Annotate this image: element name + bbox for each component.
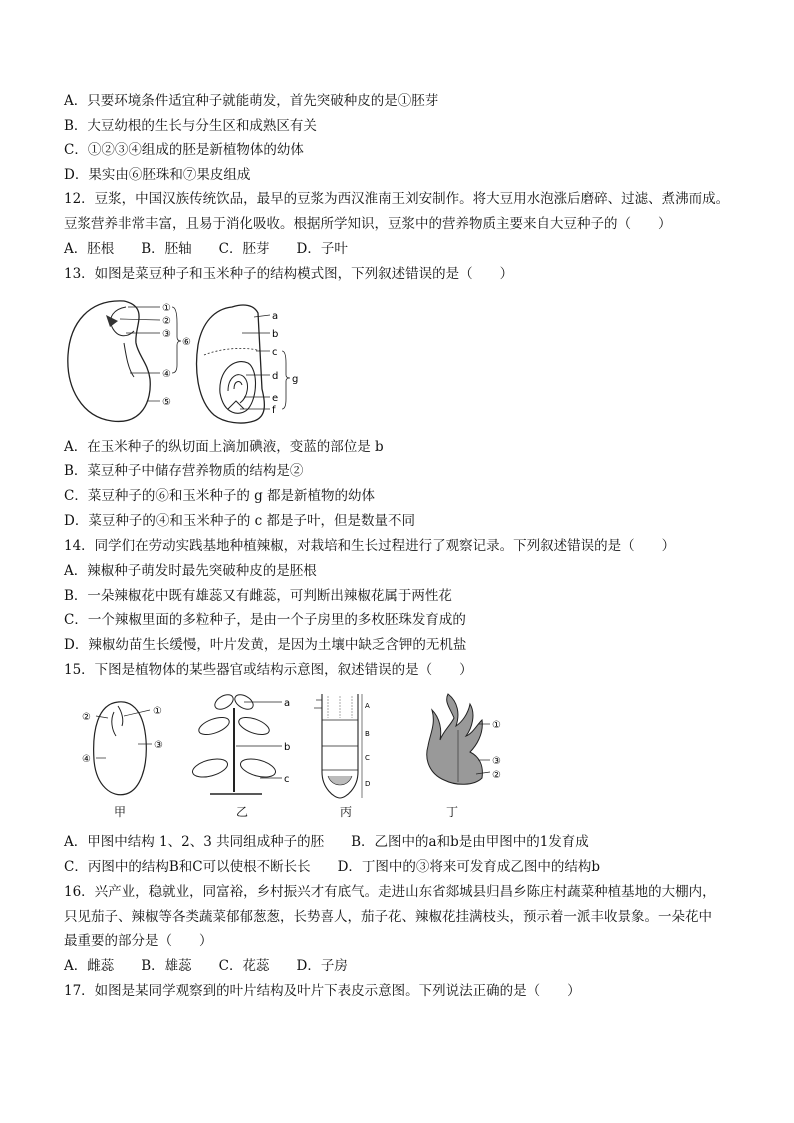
q11-option-c: C．①②③④组成的胚是新植物体的幼体 — [64, 142, 304, 158]
q14-option-b: B．一朵辣椒花中既有雄蕊又有雌蕊，可判断出辣椒花属于两性花 — [64, 588, 452, 604]
q15-options-cd: C．丙图中的结构B和C可以使根不断长长 D．丁图中的③将来可发育成乙图中的结构b — [64, 859, 601, 875]
corn-label-g: g — [292, 374, 299, 385]
q11-option-a: A．只要环境条件适宜种子就能萌发，首先突破种皮的是①胚芽 — [64, 93, 439, 109]
caption-jia: 甲 — [114, 805, 127, 819]
fig-ding-structure — [427, 694, 501, 784]
ding-label-3: ③ — [492, 756, 501, 767]
q14-option-a: A．辣椒种子萌发时最先突破种皮的是胚根 — [64, 563, 317, 579]
q13-option-c: C．菜豆种子的⑥和玉米种子的 g 都是新植物的幼体 — [64, 488, 376, 504]
yi-label-c: c — [284, 774, 290, 785]
q12-options: A．胚根 B．胚轴 C．胚芽 D．子叶 — [64, 241, 348, 257]
caption-ding: 丁 — [446, 805, 459, 819]
q11-option-d: D．果实由⑥胚珠和⑦果皮组成 — [64, 167, 251, 183]
q13-option-d: D．菜豆种子的④和玉米种子的 c 都是子叶，但是数量不同 — [64, 513, 415, 529]
bean-seed-diagram — [68, 301, 191, 422]
corn-label-a: a — [272, 311, 279, 322]
bean-label-5: ⑤ — [162, 397, 171, 408]
fig-jia-seed — [82, 702, 163, 795]
bing-label-b: B — [365, 730, 370, 738]
bean-label-2: ② — [162, 316, 171, 327]
q13-seed-figure — [64, 293, 314, 425]
q16-options: A．雌蕊 B．雄蕊 C．花蕊 D．子房 — [64, 958, 348, 974]
corn-label-b: b — [272, 329, 279, 340]
q14-option-d: D．辣椒幼苗生长缓慢，叶片发黄，是因为土壤中缺乏含钾的无机盐 — [64, 637, 467, 653]
ding-label-2: ② — [492, 770, 501, 781]
fig-bing-root-tip — [314, 694, 370, 798]
q15-stem: 15．下图是植物体的某些器官或结构示意图，叙述错误的是（ ） — [64, 662, 473, 678]
q12-stem-line2: 豆浆营养非常丰富，且易于消化吸收。根据所学知识，豆浆中的营养物质主要来自大豆种子的（ ） — [64, 216, 672, 232]
bing-label-a: A — [365, 702, 370, 710]
yi-label-b: b — [284, 742, 291, 753]
bean-label-6: ⑥ — [182, 337, 191, 348]
bing-label-d: D — [365, 780, 371, 788]
q13-option-b: B．菜豆种子中储存营养物质的结构是② — [64, 463, 304, 479]
bean-label-3: ③ — [162, 329, 171, 340]
q17-stem: 17．如图是某同学观察到的叶片结构及叶片下表皮示意图。下列说法正确的是（ ） — [64, 983, 581, 999]
caption-yi: 乙 — [236, 805, 249, 819]
q16-stem-line1: 16．兴产业，稳就业，同富裕，乡村振兴才有底气。走进山东省郯城县归昌乡陈庄村蔬菜种植基地的大棚内， — [64, 884, 716, 900]
q16-stem-line2: 只见茄子、辣椒等各类蔬菜郁郁葱葱，长势喜人，茄子花、辣椒花挂满枝头，预示着一派丰收景象。一朵花中 — [64, 909, 712, 925]
q12-stem-line1: 12．豆浆，中国汉族传统饮品，最早的豆浆为西汉淮南王刘安制作。将大豆用水泡涨后磨碎、过滤、煮沸而成。 — [64, 191, 730, 207]
q13-option-a: A．在玉米种子的纵切面上滴加碘液，变蓝的部位是 b — [64, 439, 384, 455]
fig-yi-seedling — [191, 692, 291, 794]
ding-label-1: ① — [492, 720, 501, 731]
bing-label-c: C — [365, 754, 370, 762]
corn-label-e: e — [272, 393, 279, 404]
jia-label-1: ① — [153, 706, 162, 717]
bean-label-1: ① — [162, 303, 171, 314]
q15-figures — [78, 690, 518, 802]
corn-label-c: c — [272, 347, 278, 358]
jia-label-4: ④ — [82, 754, 91, 765]
q15-options-ab: A．甲图中结构 1、2、3 共同组成种子的胚 B．乙图中的a和b是由甲图中的1发育成 — [64, 834, 589, 850]
q16-stem-line3: 最重要的部分是（ ） — [64, 933, 213, 949]
yi-label-a: a — [284, 698, 291, 709]
corn-label-f: f — [272, 405, 276, 416]
q14-stem: 14．同学们在劳动实践基地种植辣椒，对栽培和生长过程进行了观察记录。下列叙述错误的是（ ） — [64, 538, 676, 554]
jia-label-3: ③ — [154, 740, 163, 751]
jia-label-2: ② — [82, 712, 91, 723]
corn-label-d: d — [272, 371, 279, 382]
caption-bing: 丙 — [340, 805, 353, 819]
q11-option-b: B．大豆幼根的生长与分生区和成熟区有关 — [64, 118, 317, 134]
bean-label-4: ④ — [162, 369, 171, 380]
corn-seed-diagram — [197, 305, 299, 423]
q13-stem: 13．如图是菜豆种子和玉米种子的结构模式图，下列叙述错误的是（ ） — [64, 266, 514, 282]
q14-option-c: C．一个辣椒里面的多粒种子，是由一个子房里的多枚胚珠发育成的 — [64, 612, 466, 628]
